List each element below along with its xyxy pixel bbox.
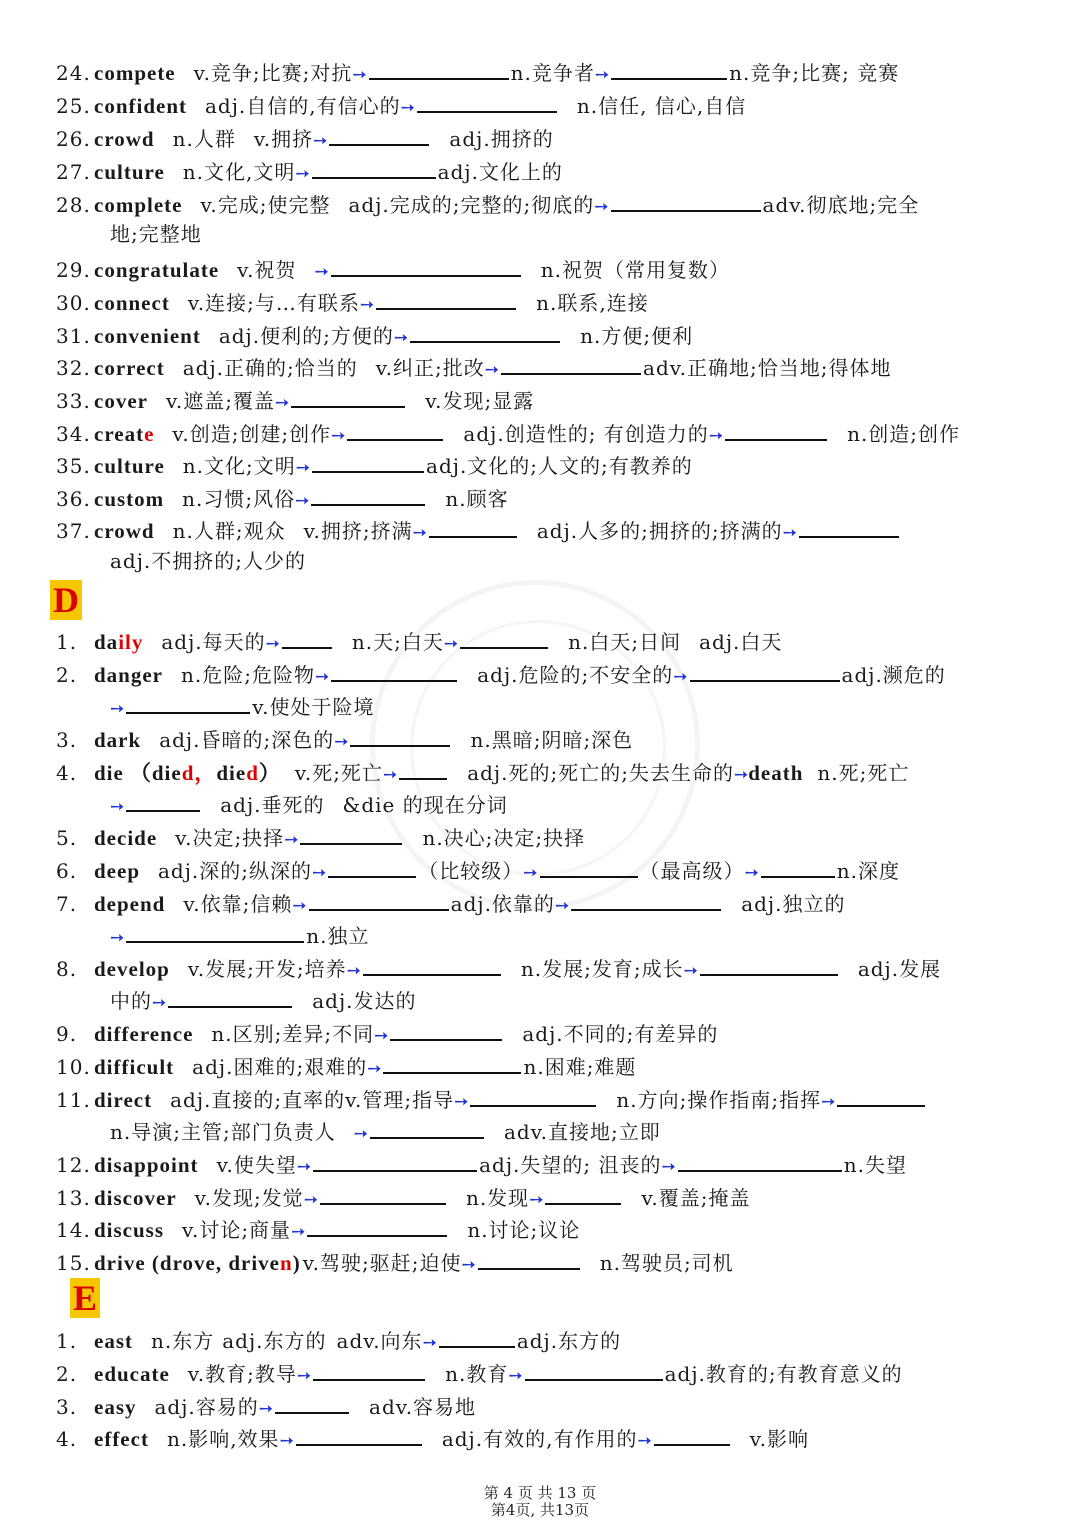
answer-blank[interactable] bbox=[678, 1150, 842, 1172]
word-entry-difficult: 10. difficult adj.困难的;艰难的➙ n.困难;难题 bbox=[56, 1052, 636, 1081]
right-arrow-icon: ➙ bbox=[110, 699, 125, 719]
headword: connect bbox=[94, 291, 170, 315]
right-arrow-icon: ➙ bbox=[821, 1092, 836, 1112]
derived-word-death: death bbox=[748, 761, 804, 785]
answer-blank[interactable] bbox=[126, 692, 250, 714]
answer-blank[interactable] bbox=[460, 627, 548, 649]
right-arrow-icon: ➙ bbox=[296, 1157, 312, 1177]
headword: discover bbox=[94, 1186, 177, 1210]
right-arrow-icon: ➙ bbox=[359, 295, 375, 315]
word-entry-discover: 13. discover v.发现;发觉➙ n.发现➙ v.覆盖;掩盖 bbox=[56, 1183, 750, 1212]
right-arrow-icon: ➙ bbox=[313, 131, 328, 151]
word-entry-difference: 9. difference n.区别;差异;不同➙ adj.不同的;有差异的 bbox=[56, 1019, 718, 1048]
right-arrow-icon: ➙ bbox=[110, 797, 125, 817]
headword: die bbox=[94, 761, 124, 785]
right-arrow-icon: ➙ bbox=[152, 993, 167, 1013]
right-arrow-icon: ➙ bbox=[331, 426, 346, 446]
answer-blank[interactable] bbox=[376, 288, 516, 310]
word-entry-disappoint: 12. disappoint v.使失望➙ adj.失望的; 沮丧的➙ n.失望 bbox=[56, 1150, 907, 1179]
headword: develop bbox=[94, 957, 170, 981]
headword: custom bbox=[94, 487, 165, 511]
right-arrow-icon: ➙ bbox=[303, 1190, 318, 1210]
right-arrow-icon: ➙ bbox=[265, 634, 280, 654]
headword: complete bbox=[94, 193, 183, 217]
right-arrow-icon: ➙ bbox=[312, 863, 327, 883]
right-arrow-icon: ➙ bbox=[400, 98, 415, 118]
answer-blank[interactable] bbox=[313, 1150, 477, 1172]
right-arrow-icon: ➙ bbox=[594, 197, 609, 217]
right-arrow-icon: ➙ bbox=[637, 1431, 652, 1451]
right-arrow-icon: ➙ bbox=[279, 1431, 294, 1451]
word-entry-crowd-2: 37. crowd n.人群;观众 v.拥挤;挤满➙ adj.人多的;拥挤的;挤满的➙ bbox=[56, 516, 901, 545]
headword: deep bbox=[94, 859, 140, 883]
right-arrow-icon: ➙ bbox=[367, 1059, 382, 1079]
word-entry-cover: 33. cover v.遮盖;覆盖➙ v.发现;显露 bbox=[56, 386, 534, 415]
page-number-footer: 第 4 页 共 13 页 bbox=[483, 1484, 597, 1502]
headword: depend bbox=[94, 892, 166, 916]
answer-blank[interactable] bbox=[654, 1424, 730, 1446]
headword: drive (drove, driven) bbox=[94, 1251, 301, 1275]
headword: convenient bbox=[94, 324, 201, 348]
answer-blank[interactable] bbox=[309, 889, 449, 911]
answer-blank[interactable] bbox=[331, 255, 521, 277]
answer-blank[interactable] bbox=[429, 516, 517, 538]
headword: decide bbox=[94, 826, 158, 850]
word-entry-complete: 28. complete v.完成;使完整 adj.完成的;完整的;彻底的➙ adv.彻底地;完全 bbox=[56, 190, 919, 219]
headword: daily bbox=[94, 630, 144, 654]
word-entry-congratulate: 29. congratulate v.祝贺 ➙ n.祝贺（常用复数） bbox=[56, 255, 730, 284]
answer-blank[interactable] bbox=[363, 954, 501, 976]
word-entry-compete: 24. compete v.竞争;比赛;对抗➙ n.竞争者➙ n.竞争;比赛; 竞赛 bbox=[56, 58, 899, 87]
answer-blank[interactable] bbox=[761, 856, 835, 878]
word-entry-depend: 7. depend v.依靠;信赖➙ adj.依靠的➙ adj.独立的 bbox=[56, 889, 845, 918]
headword: easy bbox=[94, 1395, 137, 1419]
headword: east bbox=[94, 1329, 133, 1353]
answer-blank[interactable] bbox=[300, 823, 402, 845]
answer-blank[interactable] bbox=[390, 1019, 502, 1041]
answer-blank[interactable] bbox=[545, 1183, 621, 1205]
headword: culture bbox=[94, 160, 165, 184]
headword: crowd bbox=[94, 127, 155, 151]
answer-blank[interactable] bbox=[313, 1359, 425, 1381]
answer-blank[interactable] bbox=[417, 91, 557, 113]
answer-blank[interactable] bbox=[126, 921, 304, 943]
right-arrow-icon: ➙ bbox=[352, 65, 367, 85]
right-arrow-icon: ➙ bbox=[258, 1399, 274, 1419]
right-arrow-icon: ➙ bbox=[661, 1157, 676, 1177]
word-entry-develop-continued: 中的➙ adj.发达的 bbox=[110, 986, 417, 1015]
right-arrow-icon: ➙ bbox=[461, 1255, 476, 1275]
past-forms: （died，died） bbox=[129, 761, 281, 785]
answer-blank[interactable] bbox=[296, 1424, 422, 1446]
word-entry-danger-continued: ➙ v.使处于险境 bbox=[110, 692, 375, 721]
headword: disappoint bbox=[94, 1153, 199, 1177]
answer-blank[interactable] bbox=[439, 1326, 515, 1348]
word-entry-decide: 5. decide v.决定;抉择➙ n.决心;决定;抉择 bbox=[56, 823, 585, 852]
answer-blank[interactable] bbox=[126, 790, 200, 812]
right-arrow-icon: ➙ bbox=[454, 1092, 469, 1112]
word-entry-correct: 32. correct adj.正确的;恰当的 v.纠正;批改➙ adv.正确地;恰当地;得体地 bbox=[56, 353, 892, 382]
answer-blank[interactable] bbox=[328, 856, 416, 878]
word-entry-deep: 6. deep adj.深的;纵深的➙ （比较级）➙ （最高级）➙ n.深度 bbox=[56, 856, 900, 885]
right-arrow-icon: ➙ bbox=[484, 360, 500, 380]
answer-blank[interactable] bbox=[307, 1215, 447, 1237]
word-entry-educate: 2. educate v.教育;教导➙ n.教育➙ adj.教育的;有教育意义的 bbox=[56, 1359, 903, 1388]
answer-blank[interactable] bbox=[275, 1392, 349, 1414]
word-entry-crowd-2-continued: adj.不拥挤的;人少的 bbox=[110, 549, 307, 573]
answer-blank[interactable] bbox=[799, 516, 899, 538]
answer-blank[interactable] bbox=[690, 660, 840, 682]
right-arrow-icon: ➙ bbox=[296, 1366, 312, 1386]
answer-blank[interactable] bbox=[312, 157, 436, 179]
right-arrow-icon: ➙ bbox=[744, 863, 759, 883]
headword: discuss bbox=[94, 1218, 165, 1242]
word-entry-convenient: 31. convenient adj.便利的;方便的➙ n.方便;便利 bbox=[56, 321, 693, 350]
headword: effect bbox=[94, 1427, 149, 1451]
answer-blank[interactable] bbox=[611, 190, 761, 212]
right-arrow-icon: ➙ bbox=[295, 164, 310, 184]
word-entry-die-continued: ➙ adj.垂死的 &die 的现在分词 bbox=[110, 790, 508, 819]
word-entry-east: 1. east n.东方 adj.东方的 adv.向东➙ adj.东方的 bbox=[56, 1326, 621, 1355]
answer-blank[interactable] bbox=[725, 419, 827, 441]
right-arrow-icon: ➙ bbox=[443, 634, 459, 654]
word-entry-discuss: 14. discuss v.讨论;商量➙ n.讨论;议论 bbox=[56, 1215, 580, 1244]
word-entry-develop: 8. develop v.发展;开发;培养➙ n.发展;发育;成长➙ adj.发展 bbox=[56, 954, 941, 983]
right-arrow-icon: ➙ bbox=[374, 1026, 389, 1046]
word-entry-culture-2: 35. culture n.文化;文明➙ adj.文化的;人文的;有教养的 bbox=[56, 451, 693, 480]
right-arrow-icon: ➙ bbox=[346, 961, 361, 981]
word-entry-dark: 3. dark adj.昏暗的;深色的➙ n.黑暗;阴暗;深色 bbox=[56, 725, 633, 754]
headword: compete bbox=[94, 61, 176, 85]
word-entry-crowd: 26. crowd n.人群 v.拥挤➙ adj.拥挤的 bbox=[56, 124, 554, 153]
page-count-footer: 第4页, 共13页 bbox=[490, 1501, 590, 1519]
headword: crowd bbox=[94, 519, 155, 543]
headword: direct bbox=[94, 1088, 153, 1112]
word-entry-culture: 27. culture n.文化,文明➙ adj.文化上的 bbox=[56, 157, 563, 186]
headword: difficult bbox=[94, 1055, 175, 1079]
answer-blank[interactable] bbox=[501, 353, 641, 375]
answer-blank[interactable] bbox=[837, 1085, 925, 1107]
right-arrow-icon: ➙ bbox=[334, 732, 349, 752]
headword: culture bbox=[94, 454, 165, 478]
headword: confident bbox=[94, 94, 187, 118]
headword: cover bbox=[94, 389, 148, 413]
right-arrow-icon: ➙ bbox=[683, 961, 698, 981]
right-arrow-icon: ➙ bbox=[110, 928, 125, 948]
right-arrow-icon: ➙ bbox=[412, 523, 427, 543]
right-arrow-icon: ➙ bbox=[275, 393, 290, 413]
word-entry-drive: 15. drive (drove, driven) v.驾驶;驱赶;迫使➙ n.驾驶员;司机 bbox=[56, 1248, 734, 1277]
answer-blank[interactable] bbox=[370, 1117, 484, 1139]
right-arrow-icon: ➙ bbox=[292, 896, 307, 916]
right-arrow-icon: ➙ bbox=[291, 1222, 306, 1242]
word-entry-direct-continued: n.导演;主管;部门负责人 ➙ adv.直接地;立即 bbox=[110, 1117, 661, 1146]
answer-blank[interactable] bbox=[478, 1248, 580, 1270]
answer-blank[interactable] bbox=[168, 986, 292, 1008]
headword: correct bbox=[94, 356, 165, 380]
right-arrow-icon: ➙ bbox=[422, 1333, 437, 1353]
right-arrow-icon: ➙ bbox=[393, 328, 409, 348]
headword: difference bbox=[94, 1022, 194, 1046]
answer-blank[interactable] bbox=[540, 856, 638, 878]
word-entry-depend-continued: ➙ n.独立 bbox=[110, 921, 370, 950]
right-arrow-icon: ➙ bbox=[782, 523, 797, 543]
right-arrow-icon: ➙ bbox=[523, 863, 538, 883]
headword: dark bbox=[94, 728, 142, 752]
answer-blank[interactable] bbox=[410, 321, 560, 343]
word-entry-create: 34. create v.创造;创建;创作➙ adj.创造性的; 有创造力的➙ n.创造;创作 bbox=[56, 419, 960, 448]
right-arrow-icon: ➙ bbox=[353, 1124, 368, 1144]
headword: congratulate bbox=[94, 258, 220, 282]
answer-blank[interactable] bbox=[399, 758, 447, 780]
right-arrow-icon: ➙ bbox=[508, 1366, 523, 1386]
answer-blank[interactable] bbox=[312, 451, 424, 473]
answer-blank[interactable] bbox=[369, 58, 509, 80]
right-arrow-icon: ➙ bbox=[284, 830, 299, 850]
right-arrow-icon: ➙ bbox=[673, 667, 688, 687]
word-entry-daily: 1. daily adj.每天的➙ n.天;白天➙ n.白天;日间 adj.白天 bbox=[56, 627, 782, 656]
answer-blank[interactable] bbox=[331, 660, 457, 682]
answer-blank[interactable] bbox=[383, 1052, 521, 1074]
right-arrow-icon: ➙ bbox=[295, 491, 310, 511]
right-arrow-icon: ➙ bbox=[554, 896, 570, 916]
word-entry-connect: 30. connect v.连接;与…有联系➙ n.联系,连接 bbox=[56, 288, 649, 317]
headword: create bbox=[94, 422, 155, 446]
answer-blank[interactable] bbox=[329, 124, 429, 146]
answer-blank[interactable] bbox=[571, 889, 721, 911]
right-arrow-icon: ➙ bbox=[314, 667, 330, 687]
answer-blank[interactable] bbox=[525, 1359, 663, 1381]
word-entry-complete-continued: 地;完整地 bbox=[110, 222, 202, 246]
answer-blank[interactable] bbox=[700, 954, 838, 976]
answer-blank[interactable] bbox=[347, 419, 443, 441]
headword: educate bbox=[94, 1362, 170, 1386]
right-arrow-icon: ➙ bbox=[382, 765, 398, 785]
word-entry-easy: 3. easy adj.容易的➙ adv.容易地 bbox=[56, 1392, 476, 1421]
section-heading-d: D bbox=[50, 580, 82, 620]
right-arrow-icon: ➙ bbox=[314, 262, 329, 282]
right-arrow-icon: ➙ bbox=[733, 765, 749, 785]
word-entry-die: 4. die （died，died） v.死;死亡➙ adj.死的;死亡的;失去生命的➙death n.死;死亡 bbox=[56, 758, 909, 787]
answer-blank[interactable] bbox=[311, 484, 425, 506]
word-entry-confident: 25. confident adj.自信的,有信心的➙ n.信任, 信心,自信 bbox=[56, 91, 746, 120]
headword: danger bbox=[94, 663, 163, 687]
answer-blank[interactable] bbox=[350, 725, 450, 747]
answer-blank[interactable] bbox=[470, 1085, 596, 1107]
answer-blank[interactable] bbox=[282, 627, 332, 649]
answer-blank[interactable] bbox=[611, 58, 727, 80]
right-arrow-icon: ➙ bbox=[529, 1190, 544, 1210]
answer-blank[interactable] bbox=[320, 1183, 446, 1205]
answer-blank[interactable] bbox=[291, 386, 405, 408]
word-entry-effect: 4. effect n.影响,效果➙ adj.有效的,有作用的➙ v.影响 bbox=[56, 1424, 809, 1453]
word-entry-custom: 36. custom n.习惯;风俗➙ n.顾客 bbox=[56, 484, 509, 513]
section-heading-e: E bbox=[70, 1278, 100, 1318]
right-arrow-icon: ➙ bbox=[708, 426, 724, 446]
right-arrow-icon: ➙ bbox=[594, 65, 610, 85]
right-arrow-icon: ➙ bbox=[295, 458, 311, 478]
word-entry-danger: 2. danger n.危险;危险物➙ adj.危险的;不安全的➙ adj.濒危的 bbox=[56, 660, 946, 689]
word-entry-direct: 11. direct adj.直接的;直率的v.管理;指导➙ n.方向;操作指南;指挥➙ bbox=[56, 1085, 927, 1114]
